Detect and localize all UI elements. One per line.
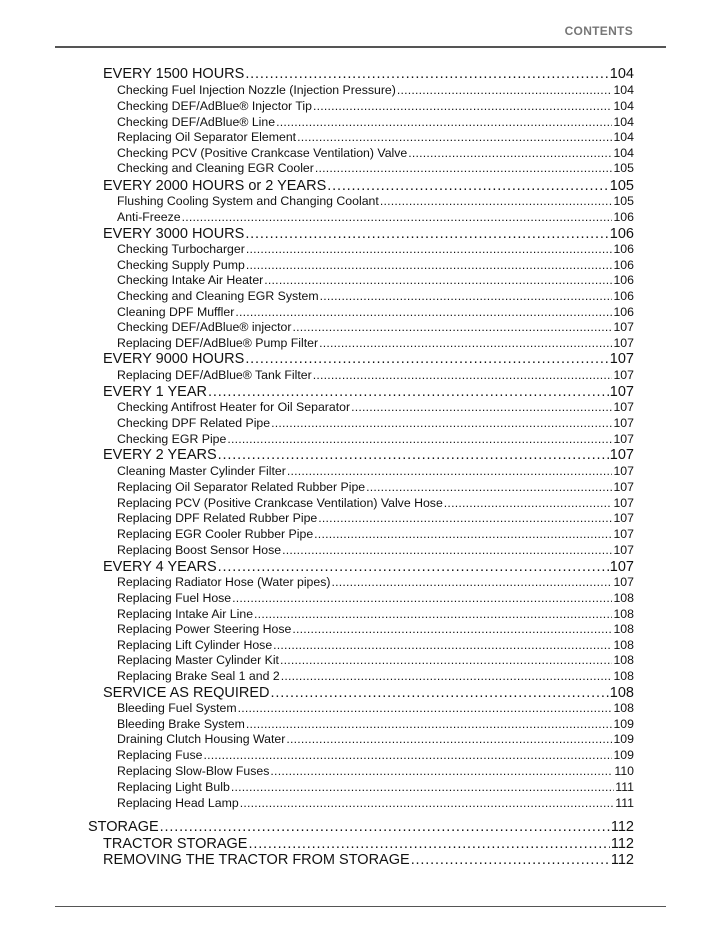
toc-entry-label: Replacing Master Cylinder Kit xyxy=(117,653,279,667)
dot-leader xyxy=(327,178,609,194)
dot-leader xyxy=(318,511,612,525)
toc-entry-label: Checking DPF Related Pipe xyxy=(117,416,271,430)
toc-entry[interactable] xyxy=(117,780,634,794)
toc-entry[interactable] xyxy=(117,115,634,129)
toc-entry[interactable] xyxy=(117,575,634,589)
header-divider xyxy=(55,46,666,48)
toc-entry[interactable] xyxy=(117,210,634,224)
toc-entry[interactable] xyxy=(103,178,634,194)
toc-entry[interactable] xyxy=(88,819,634,835)
dot-leader xyxy=(246,258,613,272)
toc-entry-page-number: 111 xyxy=(615,780,634,794)
toc-entry[interactable] xyxy=(117,543,634,557)
toc-entry-label: Checking and Cleaning EGR Cooler xyxy=(117,161,314,175)
dot-leader xyxy=(331,575,612,589)
dot-leader xyxy=(271,416,612,430)
dot-leader xyxy=(232,591,612,605)
toc-entry[interactable] xyxy=(117,289,634,303)
toc-entry-page-number: 109 xyxy=(613,732,634,746)
toc-entry-label: Replacing Light Bulb xyxy=(117,780,230,794)
toc-entry[interactable] xyxy=(117,496,634,510)
toc-entry-label: Replacing Lift Cylinder Hose xyxy=(117,638,273,652)
toc-entry[interactable] xyxy=(117,764,634,778)
toc-entry[interactable] xyxy=(117,622,634,636)
toc-entry-page-number: 107 xyxy=(609,384,634,400)
toc-entry-page-number: 106 xyxy=(613,210,634,224)
toc-entry-page-number: 106 xyxy=(613,289,634,303)
toc-entry-page-number: 112 xyxy=(610,836,634,852)
toc-entry-label: Bleeding Fuel System xyxy=(117,701,237,715)
toc-entry[interactable] xyxy=(103,836,634,852)
toc-entry-label: EVERY 4 YEARS xyxy=(103,559,217,575)
toc-entry-page-number: 106 xyxy=(609,226,634,242)
toc-entry[interactable] xyxy=(117,669,634,683)
dot-leader xyxy=(160,819,610,835)
toc-entry-label: Cleaning DPF Muffler xyxy=(117,305,235,319)
toc-entry[interactable] xyxy=(117,130,634,144)
toc-entry[interactable] xyxy=(117,527,634,541)
toc-entry-page-number: 107 xyxy=(613,336,634,350)
dot-leader xyxy=(319,336,612,350)
toc-entry-label: Replacing Fuse xyxy=(117,748,203,762)
toc-entry-label: Checking Fuel Injection Nozzle (Injection Pressure) xyxy=(117,83,396,97)
toc-entry[interactable] xyxy=(103,685,634,701)
toc-entry-page-number: 108 xyxy=(613,701,634,715)
toc-entry-page-number: 108 xyxy=(613,622,634,636)
toc-entry[interactable] xyxy=(117,336,634,350)
toc-entry-label: TRACTOR STORAGE xyxy=(103,836,248,852)
dot-leader xyxy=(245,226,608,242)
dot-leader xyxy=(245,351,608,367)
toc-entry[interactable] xyxy=(117,432,634,446)
toc-entry-page-number: 112 xyxy=(610,819,634,835)
toc-entry-label: Checking DEF/AdBlue® Line xyxy=(117,115,276,129)
dot-leader xyxy=(264,273,612,287)
toc-entry-label: Checking Antifrost Heater for Oil Separator xyxy=(117,400,351,414)
toc-entry-label: Replacing DEF/AdBlue® Pump Filter xyxy=(117,336,319,350)
dot-leader xyxy=(218,559,609,575)
toc-entry-label: Checking PCV (Positive Crankcase Ventilation) Valve xyxy=(117,146,408,160)
toc-entry-page-number: 108 xyxy=(609,685,634,701)
toc-entry[interactable] xyxy=(103,447,634,463)
toc-entry-page-number: 105 xyxy=(613,194,634,208)
dot-leader xyxy=(248,836,609,852)
toc-entry-label: REMOVING THE TRACTOR FROM STORAGE xyxy=(103,852,410,868)
toc-entry-label: Replacing PCV (Positive Crankcase Ventilation) Valve Hose xyxy=(117,496,443,510)
toc-entry-label: EVERY 1 YEAR xyxy=(103,384,207,400)
toc-entry-page-number: 112 xyxy=(610,852,634,868)
toc-entry-label: Checking EGR Pipe xyxy=(117,432,227,446)
toc-entry-page-number: 106 xyxy=(613,305,634,319)
toc-entry[interactable] xyxy=(117,242,634,256)
dot-leader xyxy=(314,527,612,541)
toc-entry-page-number: 108 xyxy=(613,669,634,683)
toc-entry-page-number: 107 xyxy=(609,559,634,575)
dot-leader xyxy=(282,543,612,557)
toc-entry-page-number: 110 xyxy=(614,764,634,778)
dot-leader xyxy=(231,780,614,794)
toc-entry[interactable] xyxy=(103,66,634,82)
toc-entry[interactable] xyxy=(117,161,634,175)
toc-entry-label: Cleaning Master Cylinder Filter xyxy=(117,464,286,478)
toc-entry-page-number: 104 xyxy=(613,130,634,144)
toc-entry[interactable] xyxy=(103,384,634,400)
toc-entry-page-number: 104 xyxy=(613,83,634,97)
toc-entry-page-number: 107 xyxy=(613,464,634,478)
toc-entry-page-number: 107 xyxy=(613,575,634,589)
toc-entry[interactable] xyxy=(103,226,634,242)
toc-entry-label: EVERY 2000 HOURS or 2 YEARS xyxy=(103,178,327,194)
dot-leader xyxy=(218,447,609,463)
toc-entry[interactable] xyxy=(117,305,634,319)
dot-leader xyxy=(408,146,612,160)
dot-leader xyxy=(292,622,612,636)
toc-entry-label: EVERY 9000 HOURS xyxy=(103,351,245,367)
dot-leader xyxy=(380,194,613,208)
toc-entry[interactable] xyxy=(117,146,634,160)
toc-entry-page-number: 107 xyxy=(613,416,634,430)
toc-entry-label: Checking Turbocharger xyxy=(117,242,245,256)
toc-entry-page-number: 107 xyxy=(613,368,634,382)
toc-entry-label: Replacing Head Lamp xyxy=(117,796,239,810)
toc-entry[interactable] xyxy=(117,591,634,605)
toc-entry-label: Replacing DEF/AdBlue® Tank Filter xyxy=(117,368,312,382)
toc-entry-label: Replacing Slow-Blow Fuses xyxy=(117,764,270,778)
dot-leader xyxy=(397,83,613,97)
toc-entry[interactable] xyxy=(117,416,634,430)
dot-leader xyxy=(203,748,612,762)
toc-entry-label: Replacing Oil Separator Related Rubber Pipe xyxy=(117,480,366,494)
toc-entry[interactable] xyxy=(117,748,634,762)
toc-entry-page-number: 107 xyxy=(613,496,634,510)
dot-leader xyxy=(286,732,612,746)
dot-leader xyxy=(246,242,613,256)
dot-leader xyxy=(246,717,613,731)
toc-entry[interactable] xyxy=(117,511,634,525)
dot-leader xyxy=(281,669,613,683)
toc-entry-label: Flushing Cooling System and Changing Coolant xyxy=(117,194,379,208)
toc-entry[interactable] xyxy=(103,351,634,367)
toc-entry-label: Draining Clutch Housing Water xyxy=(117,732,286,746)
dot-leader xyxy=(320,289,613,303)
toc-entry-page-number: 105 xyxy=(613,161,634,175)
dot-leader xyxy=(351,400,612,414)
toc-entry-label: Replacing Intake Air Line xyxy=(117,607,254,621)
dot-leader xyxy=(444,496,613,510)
toc-entry-label: SERVICE AS REQUIRED xyxy=(103,685,270,701)
toc-entry[interactable] xyxy=(117,796,634,810)
toc-entry-page-number: 109 xyxy=(613,748,634,762)
toc-entry-label: Replacing Oil Separator Element xyxy=(117,130,297,144)
toc-entry-page-number: 107 xyxy=(613,400,634,414)
dot-leader xyxy=(208,384,609,400)
dot-leader xyxy=(313,368,613,382)
toc-entry[interactable] xyxy=(103,852,634,868)
toc-entry[interactable] xyxy=(117,701,634,715)
toc-entry-label: EVERY 1500 HOURS xyxy=(103,66,245,82)
footer-divider xyxy=(55,906,666,907)
toc-entry[interactable] xyxy=(117,480,634,494)
dot-leader xyxy=(297,130,612,144)
dot-leader xyxy=(366,480,612,494)
toc-entry[interactable] xyxy=(117,99,634,113)
toc-entry-page-number: 104 xyxy=(613,99,634,113)
toc-entry-page-number: 105 xyxy=(609,178,634,194)
dot-leader xyxy=(313,99,613,113)
toc-entry-label: Replacing Fuel Hose xyxy=(117,591,232,605)
toc-entry-page-number: 107 xyxy=(613,511,634,525)
toc-entry-page-number: 106 xyxy=(613,273,634,287)
toc-entry-page-number: 107 xyxy=(613,320,634,334)
toc-entry-label: Replacing Radiator Hose (Water pipes) xyxy=(117,575,331,589)
toc-entry[interactable] xyxy=(117,717,634,731)
page-header-title: CONTENTS xyxy=(564,24,633,38)
dot-leader xyxy=(235,305,612,319)
toc-entry-label: Checking DEF/AdBlue® Injector Tip xyxy=(117,99,312,113)
toc-entry-page-number: 107 xyxy=(613,480,634,494)
dot-leader xyxy=(276,115,612,129)
toc-entry[interactable] xyxy=(117,320,634,334)
toc-entry-page-number: 107 xyxy=(613,432,634,446)
toc-entry-label: Bleeding Brake System xyxy=(117,717,245,731)
toc-entry-label: Replacing EGR Cooler Rubber Pipe xyxy=(117,527,314,541)
toc-entry-page-number: 111 xyxy=(615,796,634,810)
toc-entry-page-number: 107 xyxy=(609,447,634,463)
dot-leader xyxy=(315,161,613,175)
toc-entry-page-number: 107 xyxy=(609,351,634,367)
dot-leader xyxy=(270,764,613,778)
toc-entry-page-number: 108 xyxy=(613,607,634,621)
dot-leader xyxy=(411,852,610,868)
toc-entry-page-number: 104 xyxy=(609,66,634,82)
toc-entry[interactable] xyxy=(117,400,634,414)
toc-entry[interactable] xyxy=(117,607,634,621)
toc-entry[interactable] xyxy=(117,732,634,746)
dot-leader xyxy=(292,320,612,334)
toc-entry-label: EVERY 2 YEARS xyxy=(103,447,217,463)
toc-entry-label: Replacing DPF Related Rubber Pipe xyxy=(117,511,318,525)
toc-entry[interactable] xyxy=(117,464,634,478)
toc-entry-page-number: 104 xyxy=(613,115,634,129)
toc-entry-label: Checking Intake Air Heater xyxy=(117,273,264,287)
toc-entry-page-number: 104 xyxy=(613,146,634,160)
toc-entry-label: EVERY 3000 HOURS xyxy=(103,226,245,242)
toc-entry-page-number: 107 xyxy=(613,543,634,557)
toc-entry-label: Checking Supply Pump xyxy=(117,258,245,272)
toc-entry-label: Checking DEF/AdBlue® injector xyxy=(117,320,292,334)
dot-leader xyxy=(238,701,613,715)
toc-entry-page-number: 106 xyxy=(613,242,634,256)
dot-leader xyxy=(240,796,615,810)
dot-leader xyxy=(254,607,612,621)
toc-entry[interactable] xyxy=(117,273,634,287)
dot-leader xyxy=(271,685,609,701)
toc-entry[interactable] xyxy=(117,258,634,272)
toc-entry-label: STORAGE xyxy=(88,819,159,835)
toc-entry[interactable] xyxy=(117,194,634,208)
toc-entry-page-number: 108 xyxy=(613,638,634,652)
toc-entry[interactable] xyxy=(117,368,634,382)
toc-entry-page-number: 109 xyxy=(613,717,634,731)
toc-entry-label: Replacing Boost Sensor Hose xyxy=(117,543,282,557)
dot-leader xyxy=(227,432,612,446)
dot-leader xyxy=(280,653,612,667)
toc-entry-page-number: 108 xyxy=(613,653,634,667)
toc-entry[interactable] xyxy=(117,83,634,97)
toc-entry[interactable] xyxy=(117,638,634,652)
toc-entry-page-number: 107 xyxy=(613,527,634,541)
toc-entry-label: Replacing Brake Seal 1 and 2 xyxy=(117,669,280,683)
dot-leader xyxy=(182,210,613,224)
toc-entry-label: Checking and Cleaning EGR System xyxy=(117,289,319,303)
dot-leader xyxy=(245,66,608,82)
dot-leader xyxy=(273,638,612,652)
dot-leader xyxy=(287,464,613,478)
toc-entry-page-number: 106 xyxy=(613,258,634,272)
toc-entry[interactable] xyxy=(117,653,634,667)
toc-entry-page-number: 108 xyxy=(613,591,634,605)
toc-entry-label: Anti-Freeze xyxy=(117,210,181,224)
toc-entry-label: Replacing Power Steering Hose xyxy=(117,622,292,636)
toc-entry[interactable] xyxy=(103,559,634,575)
